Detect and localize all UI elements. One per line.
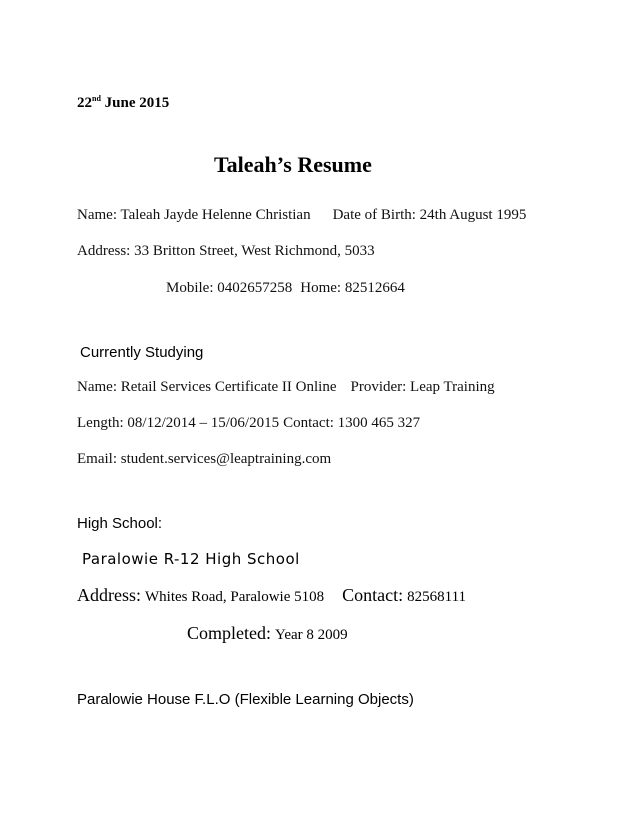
high-school-name: Paralowie R-12 High School (82, 550, 300, 568)
studying-length-row (77, 415, 420, 432)
high-school-completed-row (187, 623, 348, 644)
high-school-completed-value: Year 8 2009 (275, 627, 348, 643)
high-school-heading: High School: (77, 515, 163, 532)
high-school-address-value: Whites Road, Paralowie 5108 (145, 589, 325, 605)
flo-heading: Paralowie House F.L.O (Flexible Learning Objects) (77, 691, 414, 708)
high-school-address-row (77, 585, 466, 606)
high-school-completed-label: Completed: (187, 623, 271, 643)
page-title: Taleah’s Resume (214, 152, 372, 177)
date-day: 22 (77, 95, 92, 111)
personal-name-row (77, 207, 526, 224)
high-school-contact-value: 82568111 (407, 589, 467, 605)
studying-email: Email: student.services@leaptraining.com (77, 451, 332, 467)
personal-name: Name: Taleah Jayde Helenne Christian (77, 207, 311, 223)
personal-home: Home: 82512664 (300, 280, 405, 296)
studying-provider: Provider: Leap Training (350, 379, 495, 395)
studying-name: Name: Retail Services Certificate II Online (77, 379, 337, 395)
date-rest: June 2015 (104, 95, 170, 111)
letter-date (77, 94, 169, 112)
studying-length: Length: 08/12/2014 – 15/06/2015 (77, 415, 280, 431)
high-school-address-label: Address: (77, 585, 141, 605)
personal-address: Address: 33 Britton Street, West Richmond, 5033 (77, 243, 375, 259)
personal-phone-row (166, 280, 405, 297)
studying-contact: Contact: 1300 465 327 (283, 415, 421, 431)
high-school-contact-label: Contact: (342, 585, 404, 605)
date-suffix: nd (92, 94, 101, 103)
studying-heading: Currently Studying (80, 344, 204, 361)
personal-dob: Date of Birth: 24th August 1995 (332, 207, 527, 223)
personal-mobile: Mobile: 0402657258 (166, 280, 293, 296)
studying-course-row (77, 379, 495, 396)
